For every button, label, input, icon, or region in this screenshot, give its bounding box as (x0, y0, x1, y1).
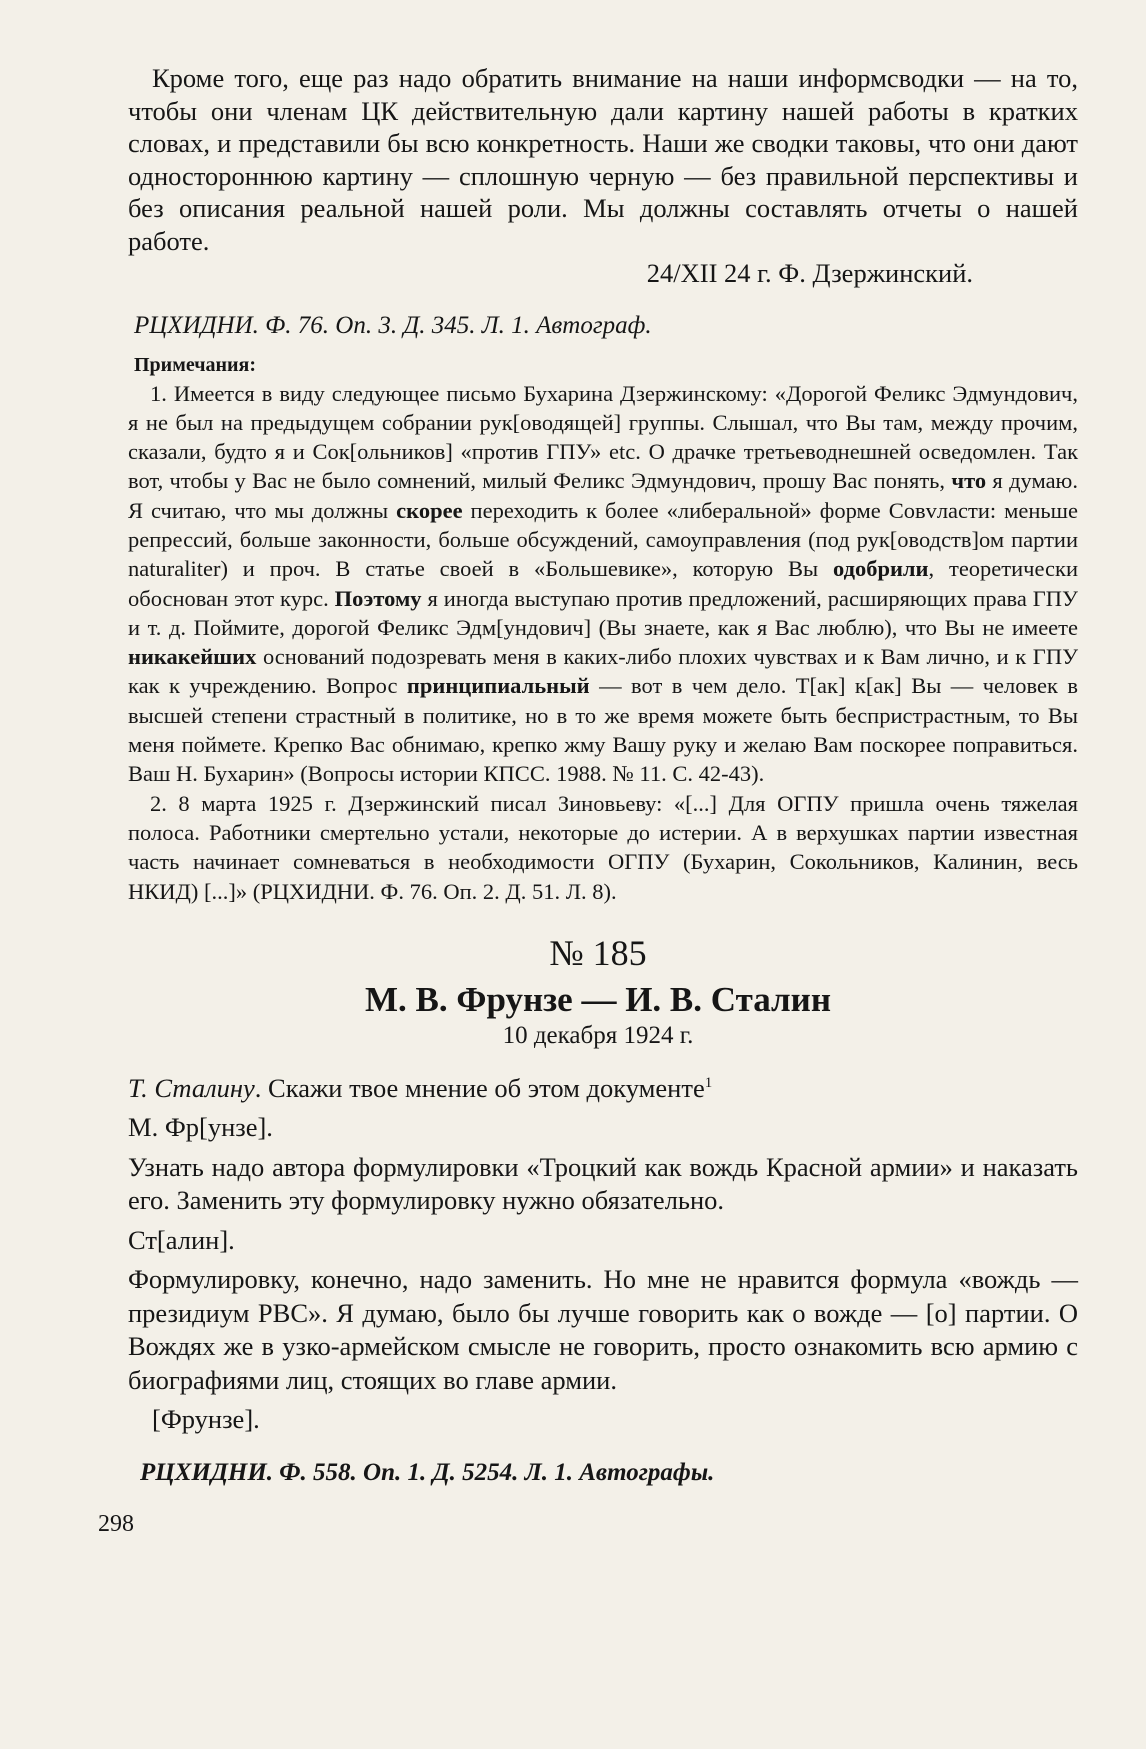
document-paragraph (128, 1072, 1078, 1106)
note-1-text: , теоретически обоснован этот курс. (128, 556, 1078, 611)
document-paragraph: Ст[алин]. (128, 1224, 235, 1255)
note-1-text: переходить к более «либеральной» форме Совvласти: меньше репрессий, больше законности, больше обсуждений, самоуправления (под рук[оводств]ом партии naturaliter) и проч. В статье своей в «Большевике», которую Вы (128, 497, 1078, 582)
letter-paragraph: Кроме того, еще раз надо обратить внимание на наши информсводки — на то, чтобы они членам ЦК действительную дали картину нашей работы в кратких словах, и представили бы всю конкретность. Наши же сводки таковы, что они дают одностороннюю картину — сплошную черную — без правильной перспективы и без описания реальной нашей роли. Мы должны составлять отчеты о нашей работе. (128, 63, 1078, 256)
note-1-text: оснований подозревать меня в каких-либо плохих чувствах и к Вам лично, и к ГПУ как к учреждению. Вопрос (128, 644, 1078, 699)
document-paragraph: [Фрунзе]. (152, 1404, 260, 1435)
notes-heading: Примечания: (134, 353, 257, 376)
document-date: 10 декабря 1924 г. (502, 1021, 694, 1049)
letter-signature: 24/XII 24 г. Ф. Дзержинский. (646, 258, 973, 288)
note-1-bold: никакейших (128, 644, 257, 670)
note-1-bold: принципиальный (406, 673, 590, 699)
note-1-text: 1. Имеется в виду следующее письмо Бухарина Дзержинскому: «Дорогой Феликс Эдмундович, я не был на предыдущем собрании рук[оводящей] группы. Слышал, что Вы там, между прочим, сказали, будто я и Сок[ольников] «против ГПУ» etc. О драчке третьеводнешней осведомлен. Так вот, чтобы у Вас не было сомнений, милый Феликс Эдмундович, прошу Вас понять, (128, 380, 1078, 494)
footnote-marker: 1 (704, 1075, 713, 1092)
note-1-text: я думаю. Я считаю, что мы должны (128, 468, 1078, 523)
note-1-text: я иногда выступаю против предложений, расширяющих права ГПУ и т. д. Поймите, дорогой Феликс Эдм[ундович] (Вы знаете, как я Вас люблю), что Вы не имеете (128, 585, 1078, 640)
document-text: . Скажи твое мнение об этом документе (254, 1072, 705, 1103)
note-1 (128, 379, 1078, 789)
document-body (128, 1072, 1078, 1437)
note-1-bold: скорее (396, 497, 463, 523)
addressee: Т. Сталину (128, 1072, 255, 1103)
note-2: 2. 8 марта 1925 г. Дзержинский писал Зиновьеву: «[...] Для ОГПУ пришла очень тяжелая полоса. Работники смертельно устали, некоторые до истерии. А в верхушках партии известная часть начинает сомневаться в необходимости ОГПУ (Бухарин, Сокольников, Калинин, весь НКИД) [...]» (РЦХИДНИ. Ф. 76. Оп. 2. Д. 51. Л. 8). (128, 790, 1078, 904)
document-paragraph: Узнать надо автора формулировки «Троцкий как вождь Красной армии» и наказать его. Заменить эту формулировку нужно обязательно. (128, 1151, 1078, 1216)
document-title: М. В. Фрунзе — И. В. Сталин (365, 979, 831, 1019)
note-1-bold: Поэтому (334, 585, 422, 611)
document-source: РЦХИДНИ. Ф. 558. Оп. 1. Д. 5254. Л. 1. Автографы. (140, 1458, 715, 1486)
document-paragraph: Формулировку, конечно, надо заменить. Но мне не нравится формула «вождь — президиум РВС». Я думаю, было бы лучше говорить как о вожде — [о] партии. О Вождях же в узко-армейском смысле не говорить, просто ознакомить всю армию с биографиями лиц, стоящих во главе армии. (128, 1264, 1078, 1395)
note-1-bold: одобрили (832, 556, 929, 582)
note-1-text: — вот в чем дело. Т[ак] к[ак] Вы — человек в высшей степени страстный в политике, но в то же время можете быть беспристрастным, то Вы меня поймете. Крепко Вас обнимаю, крепко жму Вашу руку и желаю Вам поскорее поправиться. Ваш Н. Бухарин» (Вопросы истории КПСС. 1988. № 11. С. 42-43). (128, 673, 1078, 787)
document-number: № 185 (549, 932, 647, 973)
letter-source: РЦХИДНИ. Ф. 76. Оп. 3. Д. 345. Л. 1. Автограф. (134, 311, 652, 339)
document-paragraph: М. Фр[унзе]. (128, 1112, 273, 1143)
page-number: 298 (98, 1510, 134, 1537)
note-1-bold: что (951, 468, 987, 494)
